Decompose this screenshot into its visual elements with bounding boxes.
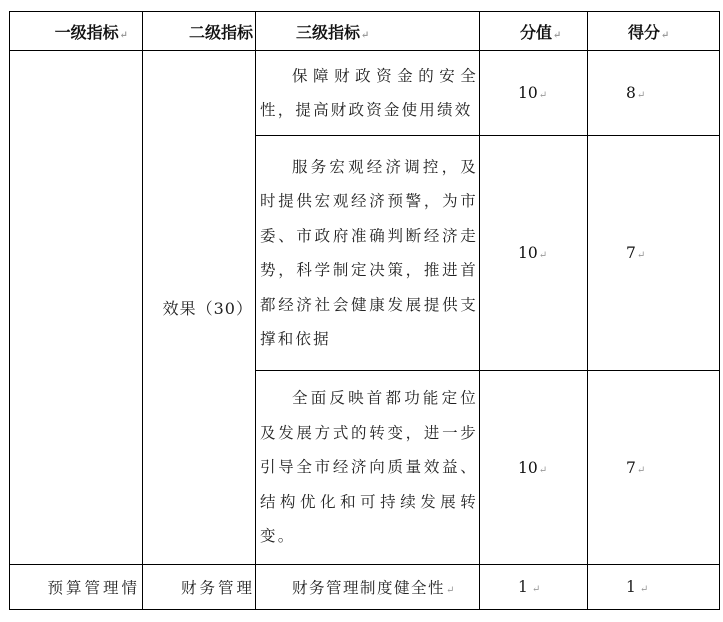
score-obtained-cell xyxy=(588,565,720,610)
paragraph-mark-icon: ↵ xyxy=(361,29,370,41)
paragraph-mark-icon: ↵ xyxy=(531,584,544,595)
paragraph-mark-icon: ↵ xyxy=(538,90,548,101)
paragraph-mark-icon: ↵ xyxy=(636,90,646,101)
paragraph-mark-icon: ↵ xyxy=(636,250,646,261)
level3-cell xyxy=(256,51,480,136)
header-level3 xyxy=(256,12,480,51)
score-obtained-cell xyxy=(588,371,720,565)
level3-text: 保障财政资金的安全性，提高财政资金使用绩效 xyxy=(260,66,478,119)
score-obtained-text: 7 xyxy=(626,244,636,262)
score-value-cell xyxy=(480,565,588,610)
paragraph-mark-icon: ↵ xyxy=(538,250,548,261)
paragraph-mark-icon: ↵ xyxy=(538,464,548,476)
header-score-obtained xyxy=(588,12,720,51)
score-value-cell xyxy=(480,51,588,136)
paragraph-mark-icon: ↵ xyxy=(636,464,646,476)
table-row xyxy=(10,565,720,610)
score-obtained-text: 1 xyxy=(626,578,639,596)
level2-cell-effect: 效果（30） xyxy=(143,51,256,565)
score-value-cell xyxy=(480,136,588,371)
paragraph-mark-icon: ↵ xyxy=(661,29,670,41)
level3-cell xyxy=(256,136,480,371)
header-score-value xyxy=(480,12,588,51)
level1-cell-empty xyxy=(10,51,143,565)
level3-text: 服务宏观经济调控，及时提供宏观经济预警，为市委、市政府准确判断经济走势，科学制定决策，推进首都经济社会健康发展提供支撑和依据 xyxy=(260,157,478,348)
header-level2-text: 二级指标 xyxy=(188,22,253,42)
score-obtained-text: 7 xyxy=(626,458,636,477)
paragraph-mark-icon: ↵ xyxy=(553,29,562,41)
table-row xyxy=(10,51,720,136)
paragraph-mark-icon: ↵ xyxy=(639,584,652,595)
level2-cell: 财务管理 xyxy=(143,565,256,610)
score-value-text: 10 xyxy=(518,458,538,477)
paragraph-mark-icon: ↵ xyxy=(446,585,456,596)
level1-cell: 预算管理情 xyxy=(10,565,143,610)
score-value-text: 1 xyxy=(518,578,531,596)
level3-text: 财务管理制度健全性 xyxy=(292,579,446,597)
level3-text: 全面反映首都功能定位及发展方式的转变，进一步引导全市经济向质量效益、结构优化和可持续发展转变。 xyxy=(260,389,478,546)
header-score-value-text: 分值 xyxy=(520,22,553,42)
score-value-text: 10 xyxy=(518,244,538,262)
level3-cell xyxy=(256,371,480,565)
score-obtained-text: 8 xyxy=(626,84,636,102)
score-value-text: 10 xyxy=(518,84,538,102)
header-level1 xyxy=(10,12,143,51)
header-level1-text: 一级指标 xyxy=(54,22,119,42)
header-level2 xyxy=(143,12,256,51)
header-row xyxy=(10,12,720,51)
header-level3-text: 三级指标 xyxy=(296,22,361,42)
evaluation-table xyxy=(9,11,720,610)
paragraph-mark-icon: ↵ xyxy=(119,29,128,41)
score-obtained-cell xyxy=(588,51,720,136)
score-obtained-cell xyxy=(588,136,720,371)
score-value-cell xyxy=(480,371,588,565)
header-score-obtained-text: 得分 xyxy=(628,22,661,42)
level3-cell xyxy=(256,565,480,610)
